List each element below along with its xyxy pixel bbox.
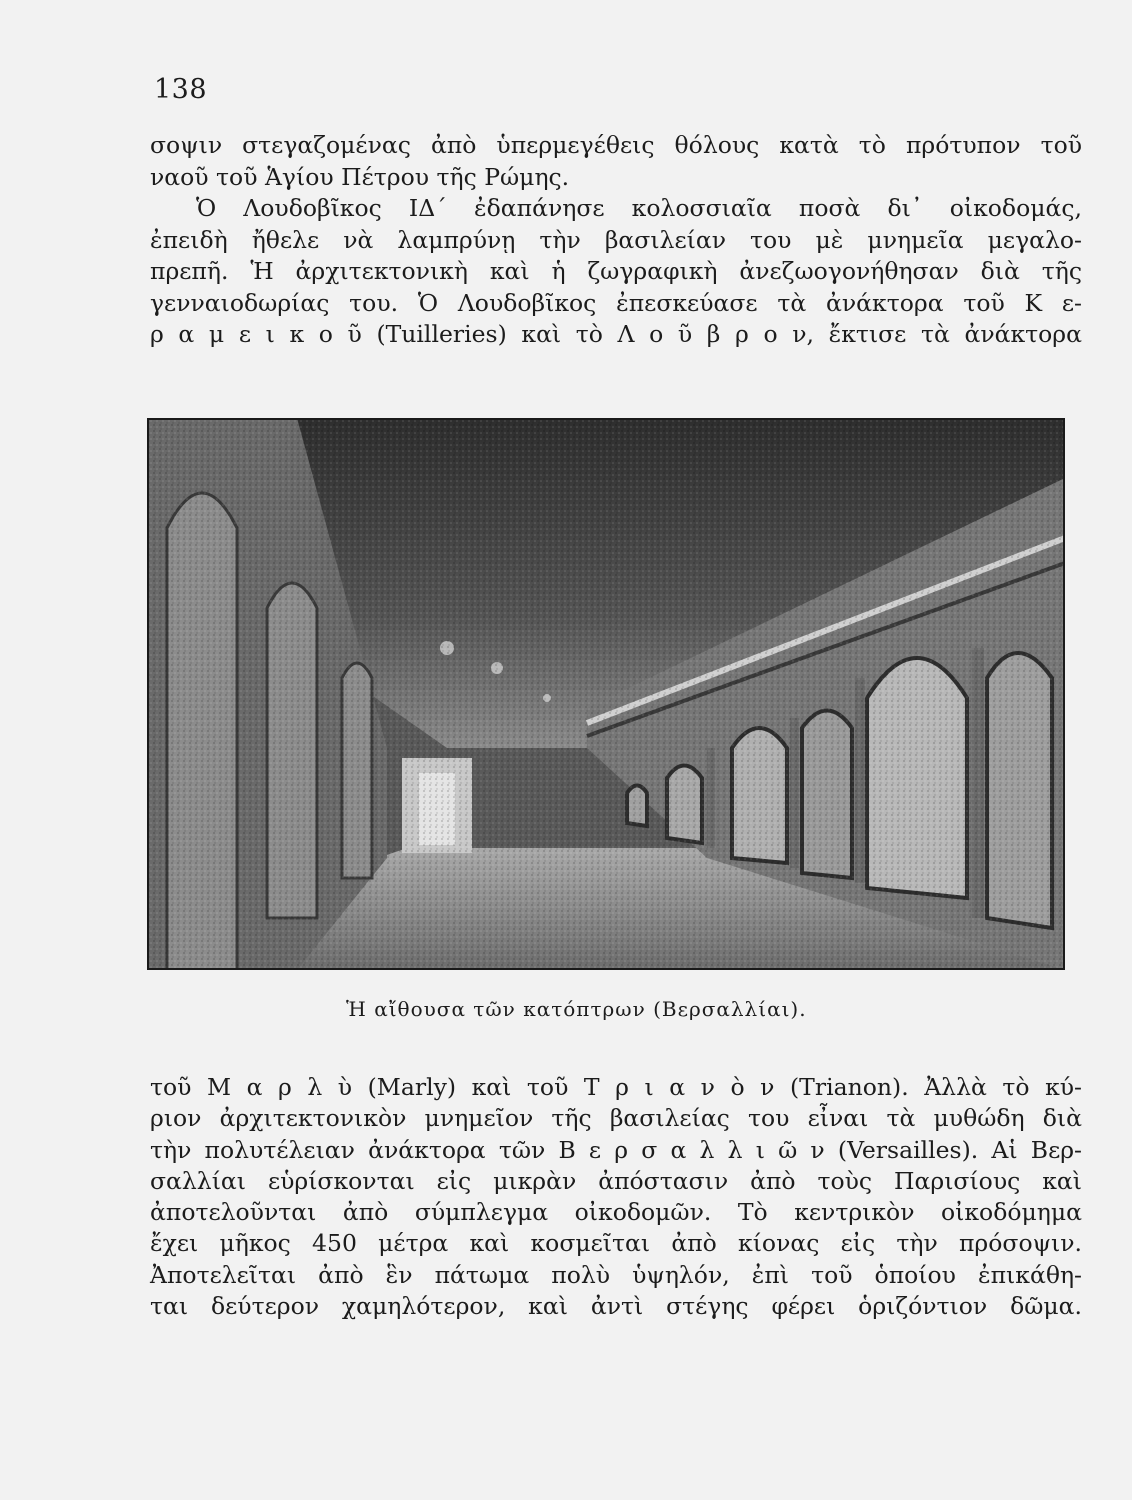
text-line: τὴν πολυτέλειαν ἀνάκτορα τῶν Β ε ρ σ α λ λ ι ῶ ν (Versailles). Αἱ Βερ- [150, 1135, 1082, 1164]
text-line: ναοῦ τοῦ Ἁγίου Πέτρου τῆς Ρώμης. [150, 162, 570, 191]
text-line: ρ α μ ε ι κ ο ῦ (Tuilleries) καὶ τὸ Λ ο ῦ β ρ ο ν, ἔκτισε τὰ ἀνάκτορα [150, 320, 1082, 348]
text-line: Ἀποτελεῖται ἀπὸ ἓν πάτωμα πολὺ ὑψηλόν, ἐπὶ τοῦ ὁποίου ἐπικάθη- [150, 1260, 1082, 1289]
text-line: γενναιοδωρίας του. Ὁ Λουδοβῖκος ἐπεσκεύασε τὰ ἀνάκτορα τοῦ Κ ε- [150, 288, 1082, 317]
text-line: ἀποτελοῦνται ἀπὸ σύμπλεγμα οἰκοδομῶν. Τὸ κεντρικὸν οἰκοδόμημα [150, 1198, 1082, 1227]
text-line: τοῦ Μ α ρ λ ὺ (Marly) καὶ τοῦ Τ ρ ι α ν ὸ ν (Trianon). Ἀλλὰ τὸ κύ- [150, 1073, 1082, 1101]
text-line: ἔχει μῆκος 450 μέτρα καὶ κοσμεῖται ἀπὸ κίονας εἰς τὴν πρόσοψιν. [150, 1229, 1082, 1258]
text-line: σαλλίαι εὑρίσκονται εἰς μικρὰν ἀπόστασιν ἀπὸ τοὺς Παρισίους καὶ [150, 1166, 1082, 1195]
text-line: Ὁ Λουδοβῖκος ΙΔ΄ ἐδαπάνησε κολοσσιαῖα ποσὰ δι᾽ οἰκοδομάς, [196, 194, 1082, 222]
text-line: ται δεύτερον χαμηλότερον, καὶ ἀντὶ στέγης φέρει ὁριζόντιον δῶμα. [150, 1292, 1082, 1321]
page-number: 138 [154, 74, 208, 105]
photo-illustration [147, 418, 1065, 970]
top-paragraph [150, 130, 1082, 351]
text-line: ἐπειδὴ ἤθελε νὰ λαμπρύνῃ τὴν βασιλείαν του μὲ μνημεῖα μεγαλο- [150, 225, 1082, 254]
text-line: πρεπῆ. Ἡ ἀρχιτεκτονικὴ καὶ ἡ ζωγραφικὴ ἀνεζωογονήθησαν διὰ τῆς [150, 257, 1082, 285]
text-line: σοψιν στεγαζομένας ἀπὸ ὑπερμεγέθεις θόλους κατὰ τὸ πρότυπον τοῦ [150, 131, 1082, 159]
text-line: ριον ἀρχιτεκτονικὸν μνημεῖον τῆς βασιλείας του εἶναι τὰ μυθώδη διὰ [150, 1104, 1082, 1133]
figure-caption: Ἡ αἴθουσα τῶν κατόπτρων (Βερσαλλίαι). [346, 997, 807, 1021]
hall-of-mirrors-photo [147, 418, 1065, 970]
bottom-paragraph [150, 1072, 1082, 1322]
